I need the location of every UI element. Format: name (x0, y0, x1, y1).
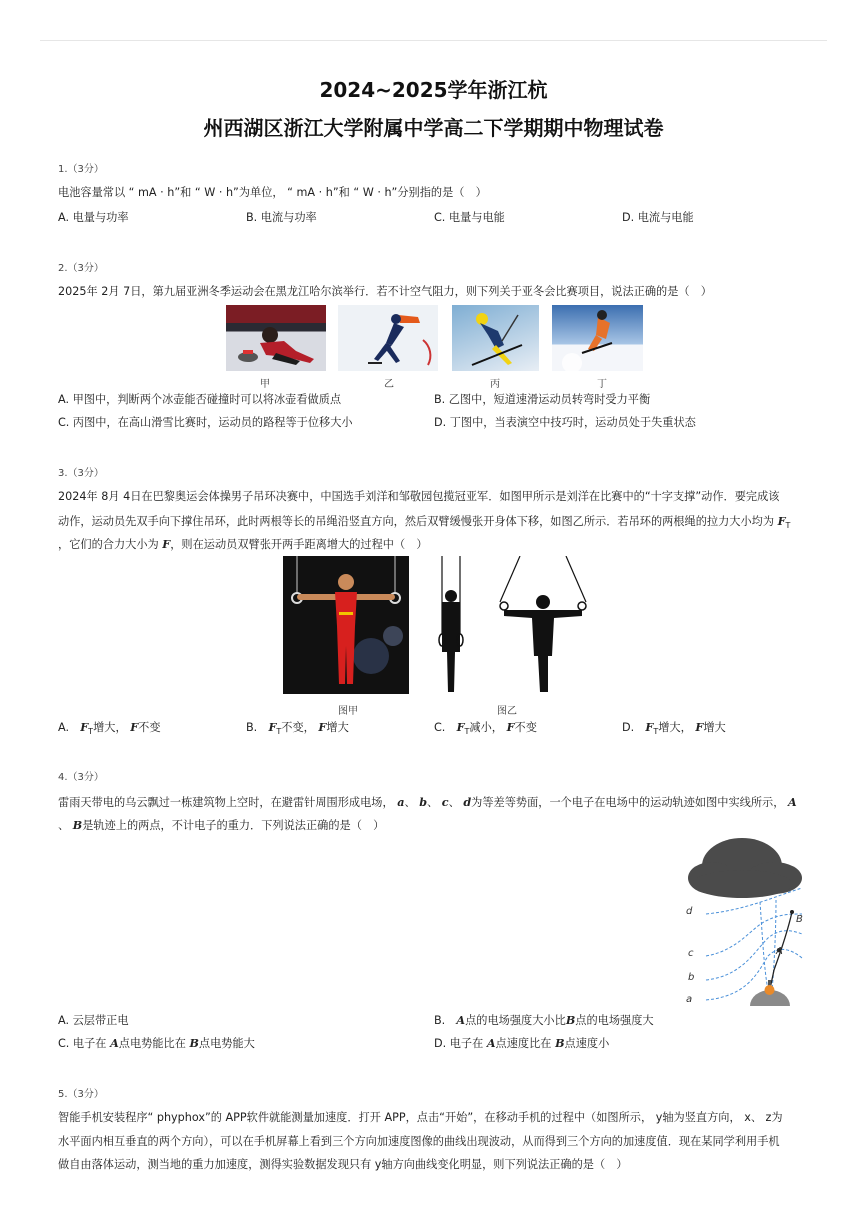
var-ft: F (456, 720, 465, 734)
var-c: c (441, 795, 449, 809)
var-B: B (72, 818, 83, 832)
q4-c-part2: 点电势能比在 (118, 1037, 186, 1050)
q3-option-a[interactable] (58, 719, 161, 736)
q4-d-part2: 点速度比在 (495, 1037, 552, 1050)
label-b: b (688, 972, 695, 983)
question-4-line1: 雷雨天带电的乌云飘过一栋建筑物上空时，在避雷针周围形成电场， a、 b、 c、 d为等差等势面，一个电子在电场中的运动轨迹如图中实线所示， A (58, 795, 797, 809)
label-A: A (776, 946, 783, 957)
figure-curling (226, 305, 326, 371)
question-5-line2: 水平面内相互垂直的两个方向），可以在手机屏幕上看到三个方向加速度图像的曲线出现波动，从而得到三个方向的加速度值．现在某同学利用手机 (58, 1135, 780, 1148)
figure-caption-tujia: 图甲 (338, 706, 358, 717)
var-A: A (486, 1036, 496, 1050)
q2-option-a[interactable]: A. 甲图中，判断两个冰壶能否碰撞时可以将冰壶看做质点 (58, 393, 342, 406)
var-f: F (318, 720, 327, 734)
question-3-line1: 2024年 8月 4日在巴黎奥运会体操男子吊环决赛中，中国选手刘洋和邹敬园包揽冠亚军．如图甲所示是刘洋在比赛中的“十字支撑”动作．要完成该 (58, 490, 780, 503)
q4-option-a[interactable]: A. 云层带正电 (58, 1014, 129, 1027)
q3-b-prefix: B. (246, 721, 258, 734)
question-5-line3: 做自由落体运动，测当地的重力加速度，测得实验数据发现只有 y轴方向曲线变化明显，则下列说法正确的是（ ） (58, 1158, 628, 1171)
q2-option-b[interactable]: B. 乙图中，短道速滑运动员转弯时受力平衡 (434, 393, 651, 406)
question-3-number: 3.（3分） (58, 468, 104, 479)
figure-rings-photo (283, 556, 409, 694)
q4-b-part1: 点的电场强度大小比 (465, 1014, 566, 1027)
q3-a-prefix: A. (58, 721, 70, 734)
figure-alpine-skiing (452, 305, 539, 371)
q3-option-c[interactable] (434, 719, 537, 736)
q4-line1b: 为等差等势面，一个电子在电场中的运动轨迹如图中实线所示， (471, 796, 785, 809)
var-a: a (397, 795, 405, 809)
var-f: F (506, 720, 515, 734)
var-f: F (695, 720, 704, 734)
q2-option-d[interactable]: D. 丁图中，当表演空中技巧时，运动员处于失重状态 (434, 416, 696, 429)
q3-line3-text: ，它们的合力大小为 (58, 538, 159, 551)
question-2-stem: 2025年 2月 7日，第九届亚洲冬季运动会在黑龙江哈尔滨举行．若不计空气阻力，则下列关于亚冬会比赛项目，说法正确的是（ ） (58, 285, 712, 298)
q1-option-c[interactable]: C. 电量与电能 (434, 211, 505, 224)
q1-option-a[interactable]: A. 电量与功率 (58, 211, 129, 224)
q1-option-d[interactable]: D. 电流与电能 (622, 211, 694, 224)
q1-option-b[interactable]: B. 电流与功率 (246, 211, 317, 224)
figure-caption-bing: 丙 (490, 379, 500, 390)
var-A: A (456, 1013, 466, 1027)
q2-option-c[interactable]: C. 丙图中，在高山滑雪比赛时，运动员的路程等于位移大小 (58, 416, 353, 429)
q3-d-part1: 增大， (658, 721, 692, 734)
var-B: B (555, 1036, 565, 1050)
q4-option-d[interactable] (434, 1035, 609, 1051)
var-B: B (189, 1036, 199, 1050)
q4-b-part2: 点的电场强度大 (575, 1014, 654, 1027)
question-1-stem: 电池容量常以 “ mA · h”和 “ W · h”为单位， “ mA · h”和 “ W · h”分别指的是（ ） (58, 186, 487, 199)
var-ft: F (777, 514, 786, 528)
var-A: A (788, 795, 797, 809)
top-rule (40, 40, 827, 41)
question-1-number: 1.（3分） (58, 164, 104, 175)
figure-aerial-skiing (552, 305, 643, 371)
figure-caption-yi: 乙 (384, 379, 394, 390)
figure-rings-silhouettes (430, 556, 590, 694)
q3-a-part1: 增大， (93, 721, 127, 734)
var-ft-sub: T (464, 727, 470, 737)
figure-cloud-field (676, 830, 808, 1010)
question-2-number: 2.（3分） (58, 263, 104, 274)
figure-caption-ding: 丁 (597, 379, 607, 390)
q3-option-d[interactable] (622, 719, 726, 736)
q3-b-part2: 增大 (326, 721, 349, 734)
var-ft-sub: T (88, 727, 94, 737)
q4-option-b[interactable]: B. A点的电场强度大小比B点的电场强度大 (434, 1013, 654, 1027)
question-5-number: 5.（3分） (58, 1089, 104, 1100)
q3-d-part2: 增大 (703, 721, 726, 734)
q3-line2-text: 动作，运动员先双手向下撑住吊环，此时两根等长的吊绳沿竖直方向，然后双臂缓慢张开身体下移，如图乙所示．若吊环的两根绳的拉力大小均为 (58, 515, 775, 528)
question-5-line1: 智能手机安装程序“ phyphox”的 APP软件就能测量加速度．打开 APP，点击“开始”，在移动手机的过程中（如图所示， y轴为竖直方向， x、 z为 (58, 1111, 783, 1124)
q3-a-part2: 不变 (138, 721, 161, 734)
var-d: d (463, 795, 472, 809)
q3-line3b-text: ，则在运动员双臂张开两手距离增大的过程中（ ） (170, 538, 428, 551)
var-f: F (162, 537, 171, 551)
var-ft: F (268, 720, 277, 734)
var-ft-sub: T (653, 727, 659, 737)
q4-d-part1: D. 电子在 (434, 1037, 484, 1050)
q4-d-part3: 点速度小 (564, 1037, 610, 1050)
label-c: c (688, 948, 694, 959)
label-a: a (686, 994, 693, 1005)
var-A: A (110, 1036, 119, 1050)
var-ft-sub: T (785, 521, 791, 531)
q3-c-prefix: C. (434, 721, 446, 734)
var-B: B (565, 1013, 576, 1027)
q3-d-prefix: D. (622, 721, 635, 734)
q4-c-part3: 点电势能大 (198, 1037, 255, 1050)
var-ft: F (645, 720, 654, 734)
question-4-number: 4.（3分） (58, 772, 104, 783)
var-ft-sub: T (276, 727, 282, 737)
figure-speed-skating (338, 305, 438, 371)
q3-c-part1: 减小， (469, 721, 503, 734)
figure-caption-tuyi: 图乙 (497, 706, 517, 717)
page-title-line1: 2024~2025学年浙江杭 (319, 78, 548, 102)
label-B: B (796, 914, 803, 925)
question-4-line2: 、 B是轨迹上的两点，不计电子的重力．下列说法正确的是（ ） (58, 818, 385, 832)
var-f: F (130, 720, 139, 734)
q4-line1a: 雷雨天带电的乌云飘过一栋建筑物上空时，在避雷针周围形成电场， (58, 796, 394, 809)
label-d: d (686, 906, 693, 917)
q3-b-part1: 不变， (281, 721, 315, 734)
q4-line2: 是轨迹上的两点，不计电子的重力．下列说法正确的是（ ） (82, 819, 385, 832)
question-3-line3 (58, 533, 428, 556)
var-b: b (419, 795, 428, 809)
q4-c-part1: C. 电子在 (58, 1037, 107, 1050)
var-ft: F (80, 720, 89, 734)
figure-caption-jia: 甲 (260, 379, 270, 390)
q3-c-part2: 不变 (514, 721, 537, 734)
q4-option-c[interactable] (58, 1035, 255, 1051)
q3-option-b[interactable] (246, 719, 349, 736)
page-title-line2: 州西湖区浙江大学附属中学高二下学期期中物理试卷 (203, 116, 664, 140)
